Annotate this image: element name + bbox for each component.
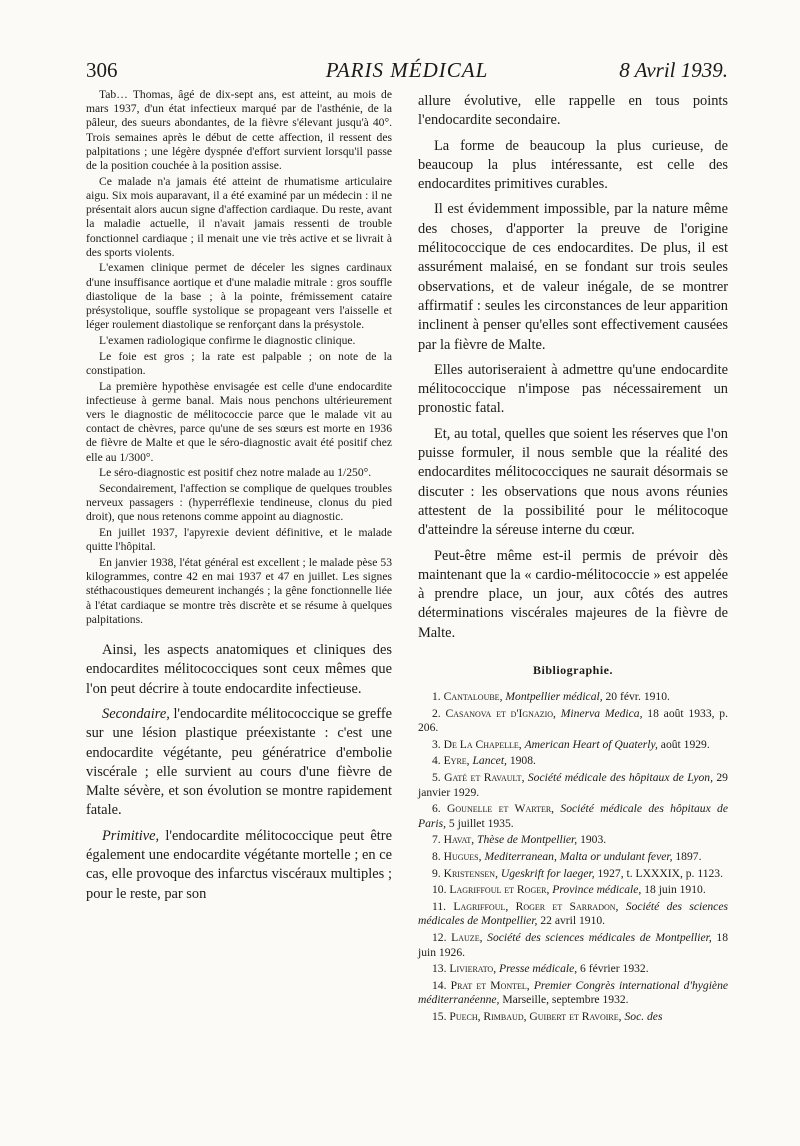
secondary-text: l'endocardite mélitococcique se greffe sur une lésion plastique préexistante : c'est une endocardite végétante, peu génératrice d'embolie viscérale ; elle survient au cours d'une fièvre de Malte sévère, et son évolution se montre rapidement fatale. [86, 705, 392, 819]
issue-date: 8 Avril 1939. [619, 58, 728, 82]
entry-details: 1903. [577, 833, 607, 847]
bibliography-entry [418, 738, 728, 753]
entry-number: 11. [432, 899, 454, 913]
entry-number: 1. [432, 690, 444, 704]
entry-number: 12. [432, 930, 452, 944]
entry-details: 5 juillet 1935. [446, 816, 514, 830]
body-paragraph: allure évolutive, elle rappelle en tous points l'endocardite secondaire. [418, 93, 728, 129]
body-paragraph [86, 827, 392, 904]
page-number: 306 [86, 58, 118, 82]
entry-number: 9. [432, 866, 444, 880]
entry-details: 18 juin 1926. [418, 930, 728, 959]
entry-source: Thèse de Montpellier, [477, 833, 578, 847]
entry-number: 7. [432, 833, 444, 847]
entry-number: 14. [432, 978, 451, 992]
discussion-right [418, 92, 728, 643]
case-paragraph: En janvier 1938, l'état général est excellent ; le malade pèse 53 kilogrammes, contre 42 en mai 1937 et 47 en juillet. Les signes stéthacoustiques demeurent inchangés ; la gêne fonctionnelle liée à l'état cardiaque se montre très discrète et se résume à quelques palpitations. [86, 556, 392, 626]
bibliography-entry [418, 883, 728, 898]
entry-source: Société des sciences médicales de Montpellier, [418, 899, 728, 928]
entry-details: 22 avril 1910. [537, 914, 606, 928]
bibliography-entry [418, 771, 728, 800]
bibliography-title: Bibliographie. [532, 663, 613, 678]
primitive-label: Primitive, [102, 827, 160, 844]
body-paragraph [86, 705, 392, 821]
entry-authors: Prat et Montel, [450, 978, 534, 992]
entry-details: 6 février 1932. [577, 962, 649, 976]
entry-source: Société médicale des hôpitaux de Lyon, [527, 770, 713, 784]
case-paragraph: Ce malade n'a jamais été atteint de rhumatisme articulaire aigu. Six mois auparavant, il a été examiné par un médecin : il ne présentait alors aucun signe d'affection cardiaque. Du reste, avant la maladie actuelle, il n'avait jamais ressenti de trouble fonctionnel cardiaque ; il menait une vie très active et se livrait à des sports violents. [86, 174, 392, 259]
entry-source: American Heart of Quaterly, [524, 737, 658, 751]
entry-number: 10. [432, 883, 450, 897]
case-paragraph: L'examen radiologique confirme le diagnostic clinique. [99, 333, 356, 347]
bibliography-entry [418, 931, 728, 960]
entry-source: Premier Congrès international d'hygiène méditerranéenne, [418, 978, 729, 1007]
body-paragraph: La forme de beaucoup la plus curieuse, de beaucoup la plus intéressante, est celle des endocardites primitives curables. [418, 137, 728, 193]
entry-authors: Puech, Rimbaud, Guibert et Ravoire, [449, 1009, 625, 1023]
case-paragraph: La première hypothèse envisagée est celle d'une endocardite infectieuse à germe banal. Mais nous penchons ultérieurement vers le diagnostic de mélitococcie parce que le malade vit au contact de chèvres, parce qu'une de ses sœurs est morte en 1936 de fièvre de Malte et que le séro-diagnostic avait été positif chez elle au 1/300°. [86, 379, 392, 464]
body-paragraph: Elles autoriseraient à admettre qu'une endocardite mélitococcique n'impose pas nécessairement un pronostic fatal. [418, 361, 728, 417]
bibliography-list [418, 690, 728, 1024]
bibliography-entry [418, 833, 728, 848]
entry-authors: Eyre, [443, 754, 473, 768]
entry-authors: Cantaloube, [443, 690, 506, 704]
discussion-left [86, 641, 392, 904]
entry-authors: Lagriffoul et Roger, [449, 883, 553, 897]
bibliography-entry [418, 690, 728, 705]
case-paragraph: Tab… Thomas, âgé de dix-sept ans, est atteint, au mois de mars 1937, d'un état infectieux marqué par de l'asthénie, de la pâleur, des sueurs abondantes, de la fièvre s'élevant jusqu'à 40°. Trois semaines après le début de cette affection, il ressent des palpitations ; une légère dyspnée d'effort survient lorsqu'il passe de la position couchée à la position assise. [86, 88, 392, 173]
entry-number: 15. [432, 1009, 450, 1023]
entry-source: Montpellier médical, [505, 690, 603, 704]
entry-source: Société médicale des hôpitaux de Paris, [418, 802, 728, 830]
case-paragraph: Le foie est gros ; la rate est palpable ; on note de la constipation. [86, 349, 392, 377]
case-paragraph: L'examen clinique permet de déceler les signes cardinaux d'une insuffisance aortique et d'une maladie mitrale : gros souffle diastolique de la base ; à la pointe, frémissement cataire présystolique, souffle systolique se propageant vers l'aisselle et léger roulement diastolique se renforçant dans la présystole. [86, 261, 392, 332]
body-paragraph: Il est évidemment impossible, par la nature même des choses, d'apporter la preuve de l'origine mélitococcique de ces endocardites. De plus, il est assurément malaisé, en se fondant sur trois seules observations, et de valeur inégale, de se montrer affirmatif : seules les circonstances de leur apparition inclinent à penser qu'elles sont effectivement causées par la fièvre de Malte. [418, 201, 728, 353]
entry-authors: Havat, [443, 833, 478, 847]
case-paragraph: Secondairement, l'affection se complique de quelques troubles nerveux passagers : (hyperréflexie tendineuse, clonus du pied droit), que nous retenons comme appoint au diagnostic. [86, 481, 392, 524]
bibliography-entry [418, 1010, 728, 1025]
entry-details: 18 juin 1910. [641, 883, 706, 897]
primitive-text: l'endocardite mélitococcique peut être également une endocardite végétante mortelle ; en ce cas, elle provoque des infarctus viscéraux multiples ; pour le reste, par son [86, 827, 392, 902]
entry-source: Presse médicale, [499, 962, 578, 976]
entry-number: 4. [432, 754, 444, 768]
entry-number: 3. [432, 737, 444, 751]
entry-details: août 1929. [657, 737, 710, 751]
entry-source: Minerva Medica, [560, 706, 643, 720]
body-paragraph: Peut-être même est-il permis de prévoir dès maintenant que la « cardio-mélitococcie » est appelée à prendre place, un jour, aux côtés des autres déterminations viscérales majeures de la fièvre de Malte. [418, 547, 728, 641]
right-column [418, 92, 728, 1026]
entry-authors: Lauze, [451, 930, 488, 944]
case-report [86, 88, 392, 627]
entry-details: 1897. [672, 849, 702, 863]
entry-number: 6. [432, 802, 448, 816]
entry-authors: De La Chapelle, [443, 737, 525, 751]
bibliography-entry [418, 707, 728, 736]
entry-details: 20 févr. 1910. [602, 690, 670, 704]
entry-authors: Lagriffoul, Roger et Sarradon, [453, 899, 626, 913]
journal-title: PARIS MÉDICAL [325, 58, 489, 82]
entry-source: Soc. des [624, 1009, 663, 1023]
entry-source: Province médicale, [552, 883, 642, 897]
bibliography-entry [418, 962, 728, 977]
entry-source: Mediterranean, Malta or undulant fever, [484, 849, 673, 863]
entry-number: 5. [432, 770, 445, 784]
body-paragraph: Ainsi, les aspects anatomiques et cliniques des endocardites mélitococciques sont ceux mêmes que l'on peut décrire à toute endocardite infectieuse. [86, 642, 392, 697]
entry-number: 8. [432, 849, 444, 863]
entry-source: Société des sciences médicales de Montpellier, [487, 930, 712, 944]
case-paragraph: En juillet 1937, l'apyrexie devient définitive, et le malade quitte l'hôpital. [86, 526, 392, 554]
entry-source: Ugeskrift for laeger, [500, 866, 595, 880]
entry-authors: Casanova et d'Ignazio, [445, 706, 561, 720]
bibliography-entry [418, 754, 728, 769]
entry-details: 1927, t. LXXXIX, p. 1123. [594, 866, 723, 880]
entry-authors: Kristensen, [443, 866, 501, 880]
bibliography-entry [418, 867, 728, 882]
bibliography-entry [418, 850, 728, 865]
entry-details: 1908. [506, 754, 536, 768]
entry-details: 18 août 1933, p. 206. [418, 706, 729, 735]
entry-details: 29 janvier 1929. [418, 770, 728, 799]
secondary-label: Secondaire, [102, 705, 170, 722]
entry-source: Lancet, [472, 754, 507, 768]
case-paragraph: Le séro-diagnostic est positif chez notre malade au 1/250°. [99, 466, 372, 480]
bibliography-entry [418, 900, 728, 929]
entry-details: Marseille, septembre 1932. [499, 993, 629, 1007]
entry-number: 13. [432, 962, 450, 976]
entry-number: 2. [432, 706, 446, 720]
entry-authors: Livierato, [449, 962, 500, 976]
entry-authors: Hugues, [443, 849, 485, 863]
bibliography-entry [418, 979, 728, 1008]
page-header [86, 58, 728, 84]
body-paragraph: Et, au total, quelles que soient les réserves que l'on puisse formuler, il nous semble que la réalité des endocardites mélitococciques ne saurait désormais se discuter : les observations que nous avons réunies attestent de la possibilité pour le mélitocoque d'atteindre la séreuse interne du cœur. [418, 425, 728, 539]
entry-authors: Gounelle et Warter, [447, 802, 561, 816]
entry-authors: Gaté et Ravault, [444, 770, 528, 784]
bibliography-entry [418, 802, 728, 831]
left-column [86, 88, 392, 910]
